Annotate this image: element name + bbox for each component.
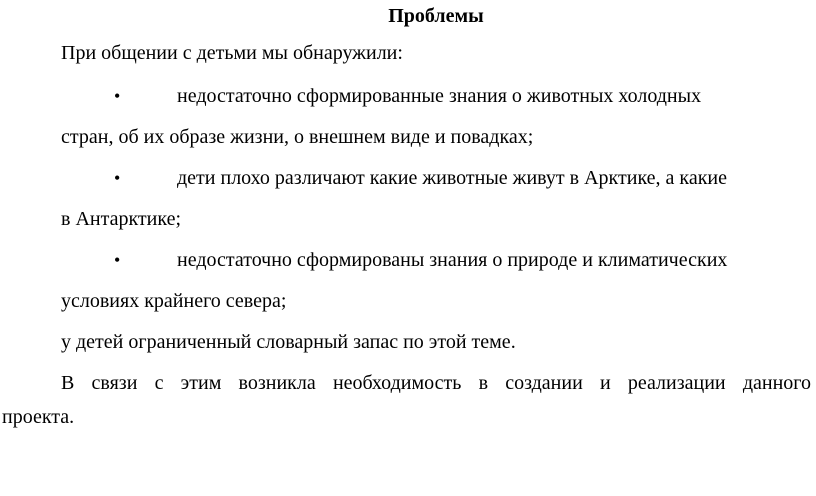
- list-item-2-line-1: дети плохо различают какие животные живут в Арктике, а какие: [177, 167, 728, 189]
- vocabulary-paragraph: у детей ограниченный словарный запас по этой теме.: [61, 331, 516, 353]
- bullet-icon: •: [114, 250, 121, 270]
- bullet-icon: •: [114, 168, 121, 188]
- conclusion-line-2: проекта.: [2, 406, 75, 428]
- heading-problems: Проблемы: [388, 5, 484, 27]
- conclusion-line-1: В связи с этим возникла необходимость в создании и реализации данного: [61, 372, 811, 394]
- bullet-icon: •: [114, 86, 121, 106]
- list-item-1-line-2: стран, об их образе жизни, о внешнем виде и повадках;: [61, 126, 534, 148]
- intro-paragraph: При общении с детьми мы обнаружили:: [61, 42, 403, 64]
- list-item-1-line-1: недостаточно сформированные знания о животных холодных: [177, 85, 702, 107]
- list-item-3-line-1: недостаточно сформированы знания о природе и климатических: [177, 249, 728, 271]
- list-item-2-line-2: в Антарктике;: [61, 208, 181, 230]
- list-item-3-line-2: условиях крайнего севера;: [61, 290, 287, 312]
